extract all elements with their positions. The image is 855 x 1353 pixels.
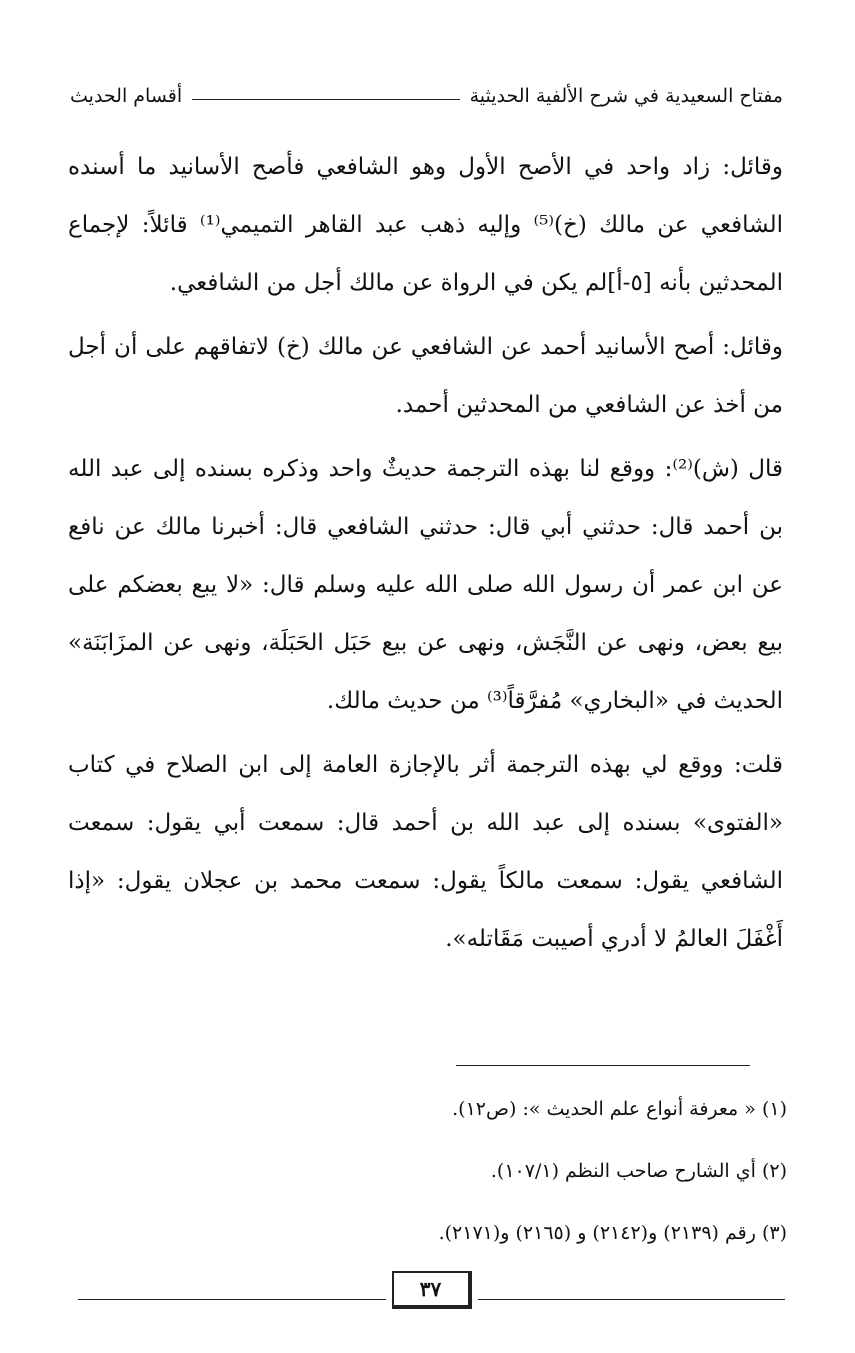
footer-rule-right <box>478 1299 786 1300</box>
paragraph-4: قلت: ووقع لي بهذه الترجمة أثر بالإجازة العامة إلى ابن الصلاح في كتاب «الفتوى» بسنده إلى عبد الله بن أحمد قال: سمعت أبي يقول: سمعت الشافعي يقول: سمعت مالكاً يقول: سمعت محمد بن عجلان يقول: «إذا أَغْفَلَ العالمُ لا أدري أصيبت مَقَاتله». <box>68 752 783 952</box>
paragraph-3: قال (ش)⁽²⁾: ووقع لنا بهذه الترجمة حديثٌ واحد وذكره بسنده إلى عبد الله بن أحمد قال: حدثني أبي قال: حدثني الشافعي قال: أخبرنا مالك عن نافع عن ابن عمر أن رسول الله صلى الله عليه وسلم قال: «لا يبع بعضكم على بيع بعض، ونهى عن النَّجَش، ونهى عن بيع حَبَل الحَبَلَة، ونهى عن المزَابَنَة» الحديث في «البخاري» مُفرَّقاً⁽³⁾ من حديث مالك. <box>68 456 784 714</box>
paragraph-2: وقائل: أصح الأسانيد أحمد عن الشافعي عن مالك (خ) لاتفاقهم على أن أجل من أخذ عن الشافعي من المحدثين أحمد. <box>68 334 783 418</box>
footnote-separator <box>456 1065 750 1066</box>
section-title: أقسام الحديث <box>70 85 183 107</box>
footnotes <box>100 1078 787 1264</box>
header-rule <box>192 99 459 100</box>
running-header <box>70 78 783 114</box>
main-text <box>68 138 783 974</box>
footer-rule-left <box>78 1299 386 1300</box>
footnote-1: (١) « معرفة أنواع علم الحديث »: (ص١٢). <box>452 1098 787 1120</box>
page-footer <box>78 1268 785 1312</box>
footnote-2: (٢) أي الشارح صاحب النظم (١٠٧/١). <box>490 1160 787 1182</box>
page-number: ٣٧ <box>392 1271 472 1309</box>
paragraph-1: وقائل: زاد واحد في الأصح الأول وهو الشافعي فأصح الأسانيد ما أسنده الشافعي عن مالك (خ)⁽⁵⁾ وإليه ذهب عبد القاهر التميمي⁽¹⁾ قائلاً: لإجماع المحدثين بأنه [٥-أ]لم يكن في الرواة عن مالك أجل من الشافعي. <box>68 154 783 296</box>
footnote-3: (٣) رقم (٢١٣٩) و(٢١٤٢) و (٢١٦٥) و(٢١٧١). <box>438 1222 787 1244</box>
book-title: مفتاح السعيدية في شرح الألفية الحديثية <box>469 85 783 107</box>
